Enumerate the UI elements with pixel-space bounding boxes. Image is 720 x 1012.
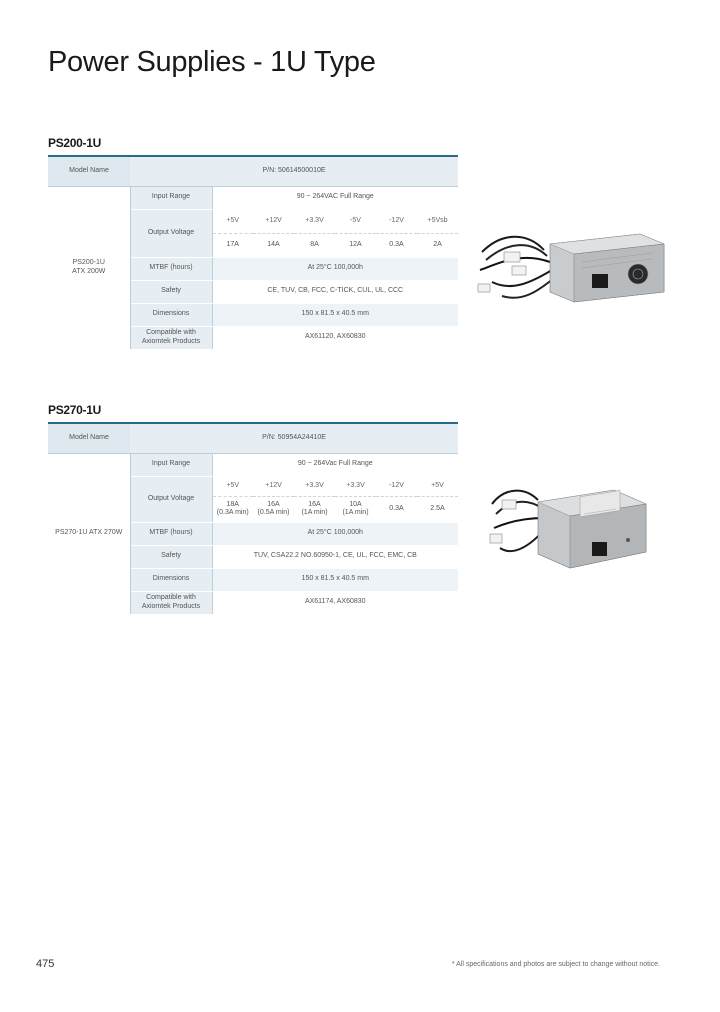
voltage-header: +5V bbox=[417, 476, 458, 496]
current-min: (1A min) bbox=[301, 509, 328, 516]
current-value bbox=[294, 496, 335, 522]
voltage-header: +12V bbox=[253, 209, 294, 233]
dimensions-label: Dimensions bbox=[130, 568, 212, 591]
current-value bbox=[335, 496, 376, 522]
footnote: * All specifications and photos are subject to change without notice. bbox=[451, 961, 660, 968]
ps270-mtbf: At 25°C 100,000h bbox=[212, 522, 458, 545]
current-value: 14A bbox=[253, 233, 294, 257]
ps200-model-power: ATX 200W bbox=[72, 267, 106, 275]
voltage-header: -5V bbox=[335, 209, 376, 233]
ps270-product-image bbox=[484, 478, 654, 574]
page-title: Power Supplies - 1U Type bbox=[48, 46, 376, 78]
compatible-label-line1: Compatible with bbox=[146, 329, 196, 337]
voltage-header: +3.3V bbox=[335, 476, 376, 496]
ps200-spec-table bbox=[48, 155, 458, 350]
ps270-model-name: PS270-1U ATX 270W bbox=[55, 529, 123, 537]
current-value: 17A bbox=[212, 233, 253, 257]
ps200-model-cell bbox=[48, 186, 130, 349]
voltage-header: +12V bbox=[253, 476, 294, 496]
voltage-header: +5V bbox=[212, 209, 253, 233]
compatible-label-line2: Axiomtek Products bbox=[141, 337, 201, 345]
safety-label: Safety bbox=[130, 545, 212, 568]
ps200-product-image bbox=[472, 222, 672, 312]
ps200-dimensions: 150 x 81.5 x 40.5 mm bbox=[212, 303, 458, 326]
ps270-spec-table bbox=[48, 422, 458, 615]
voltage-header: +5Vsb bbox=[417, 209, 458, 233]
model-name-label: Model Name bbox=[48, 156, 130, 186]
compatible-label bbox=[130, 326, 212, 349]
current-value: 2A bbox=[417, 233, 458, 257]
voltage-header: +3.3V bbox=[294, 209, 335, 233]
ps200-part-number: P/N: 50614500010E bbox=[130, 156, 458, 186]
dimensions-label: Dimensions bbox=[130, 303, 212, 326]
current-max: 16A bbox=[308, 500, 321, 508]
ps200-safety: CE, TUV, CB, FCC, C-TICK, CUL, UL, CCC bbox=[212, 280, 458, 303]
voltage-header: +3.3V bbox=[294, 476, 335, 496]
voltage-header: +5V bbox=[212, 476, 253, 496]
current-min: (1A min) bbox=[342, 509, 369, 516]
current-value: 0.3A bbox=[376, 233, 417, 257]
mtbf-label: MTBF (hours) bbox=[130, 257, 212, 280]
current-value: 12A bbox=[335, 233, 376, 257]
voltage-header: -12V bbox=[376, 476, 417, 496]
page-number: 475 bbox=[36, 958, 55, 970]
section-title-ps200: PS200-1U bbox=[48, 136, 101, 150]
ps270-part-number: P/N: 50954A24410E bbox=[130, 423, 458, 453]
ps200-model-name: PS200-1U bbox=[72, 259, 105, 267]
ps200-compatible: AX61120, AX60830 bbox=[212, 326, 458, 349]
current-value bbox=[212, 496, 253, 522]
input-range-label: Input Range bbox=[130, 186, 212, 209]
ps270-input-range: 90 ~ 264Vac Full Range bbox=[212, 453, 458, 476]
current-min: (0.3A min) bbox=[216, 509, 249, 516]
current-value: 0.3A bbox=[376, 496, 417, 522]
ps270-compatible: AX61174, AX60830 bbox=[212, 591, 458, 614]
ps200-mtbf: At 25°C 100,000h bbox=[212, 257, 458, 280]
voltage-header: -12V bbox=[376, 209, 417, 233]
section-title-ps270: PS270-1U bbox=[48, 403, 101, 417]
current-min: (0.5A min) bbox=[257, 509, 290, 516]
safety-label: Safety bbox=[130, 280, 212, 303]
current-max: 16A bbox=[267, 500, 280, 508]
compatible-label-line2: Axiomtek Products bbox=[141, 602, 201, 610]
ps200-input-range: 90 ~ 264VAC Full Range bbox=[212, 186, 458, 209]
current-value: 2.5A bbox=[417, 496, 458, 522]
ps270-dimensions: 150 x 81.5 x 40.5 mm bbox=[212, 568, 458, 591]
current-max: 18A bbox=[226, 500, 239, 508]
current-value bbox=[253, 496, 294, 522]
model-name-label: Model Name bbox=[48, 423, 130, 453]
ps270-safety: TUV, CSA22.2 NO.60950-1, CE, UL, FCC, EMC, CB bbox=[212, 545, 458, 568]
output-voltage-label: Output Voltage bbox=[130, 209, 212, 257]
mtbf-label: MTBF (hours) bbox=[130, 522, 212, 545]
ps270-model-cell bbox=[48, 453, 130, 614]
compatible-label bbox=[130, 591, 212, 614]
current-max: 10A bbox=[349, 500, 362, 508]
input-range-label: Input Range bbox=[130, 453, 212, 476]
current-value: 8A bbox=[294, 233, 335, 257]
compatible-label-line1: Compatible with bbox=[146, 594, 196, 602]
output-voltage-label: Output Voltage bbox=[130, 476, 212, 522]
